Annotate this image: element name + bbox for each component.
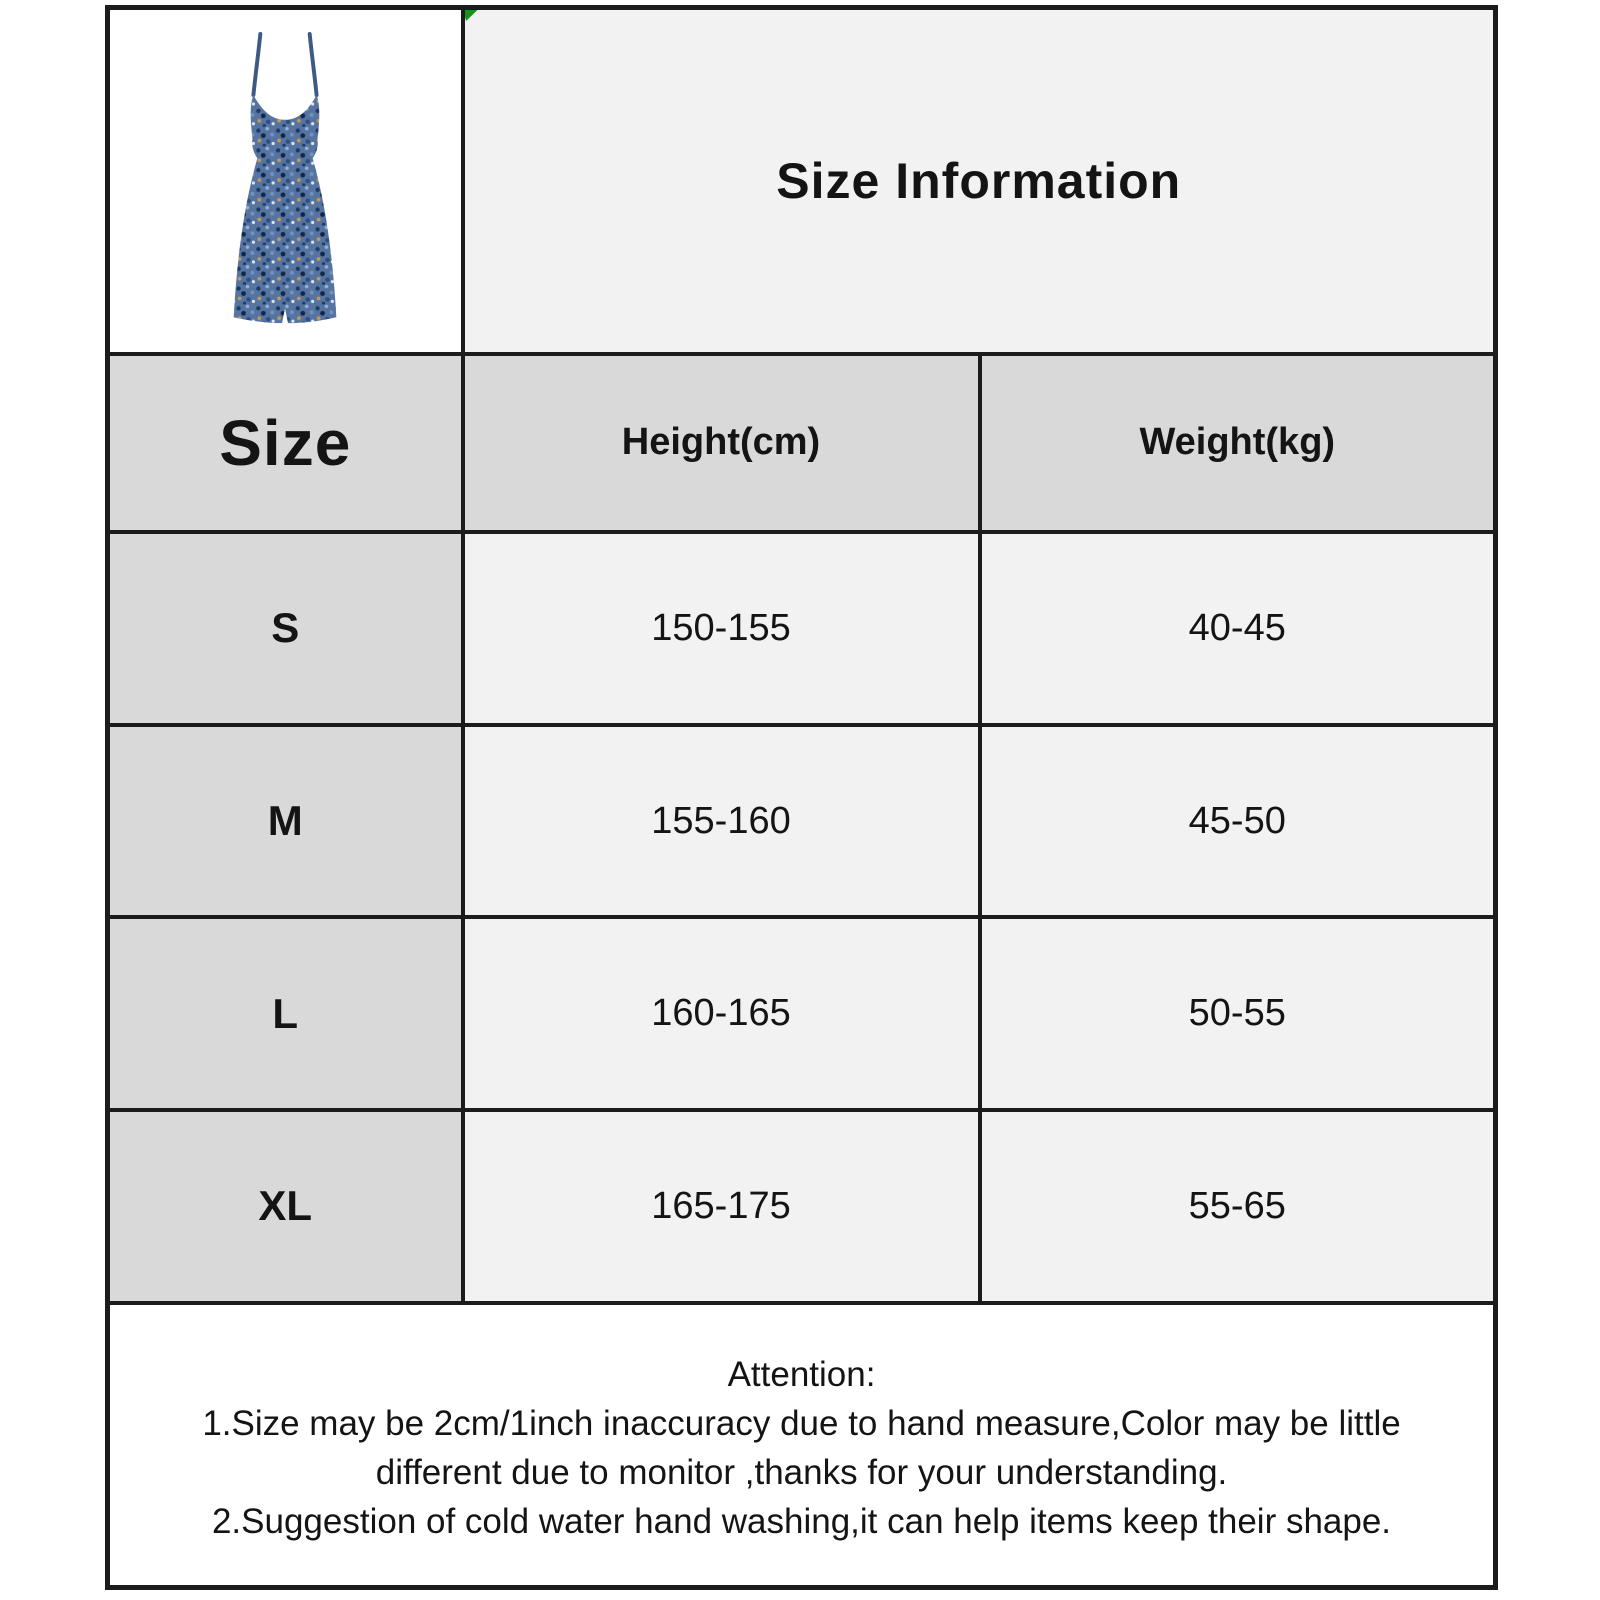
table-row xyxy=(108,917,1496,1110)
corner-flag-icon xyxy=(463,8,483,22)
attention-line: different due to monitor ,thanks for your understanding. xyxy=(375,1452,1228,1492)
dress-illustration xyxy=(215,28,355,334)
weight-value-xl: 55-65 xyxy=(980,1110,1496,1303)
attention-note xyxy=(108,1303,1496,1588)
attention-heading: Attention: xyxy=(727,1354,876,1394)
table-row xyxy=(108,532,1496,725)
table-title: Size Information xyxy=(776,152,1182,209)
column-header-weight: Weight(kg) xyxy=(980,354,1496,533)
size-label-s: S xyxy=(108,532,463,725)
size-label-xl: XL xyxy=(108,1110,463,1303)
weight-value-m: 45-50 xyxy=(980,725,1496,918)
attention-line: 1.Size may be 2cm/1inch inaccuracy due to hand measure,Color may be little xyxy=(202,1403,1401,1443)
column-header-height: Height(cm) xyxy=(463,354,980,533)
table-row xyxy=(108,725,1496,918)
weight-value-s: 40-45 xyxy=(980,532,1496,725)
product-image-cell xyxy=(108,8,463,354)
size-label-l: L xyxy=(108,917,463,1110)
size-chart-table xyxy=(105,5,1498,1590)
height-value-l: 160-165 xyxy=(463,917,980,1110)
height-value-m: 155-160 xyxy=(463,725,980,918)
table-row xyxy=(108,1110,1496,1303)
height-value-s: 150-155 xyxy=(463,532,980,725)
column-header-size: Size xyxy=(108,354,463,533)
dress-image xyxy=(111,11,460,351)
size-label-m: M xyxy=(108,725,463,918)
height-value-xl: 165-175 xyxy=(463,1110,980,1303)
weight-value-l: 50-55 xyxy=(980,917,1496,1110)
attention-line: 2.Suggestion of cold water hand washing,it can help items keep their shape. xyxy=(211,1501,1392,1541)
table-title-cell xyxy=(463,8,1496,354)
